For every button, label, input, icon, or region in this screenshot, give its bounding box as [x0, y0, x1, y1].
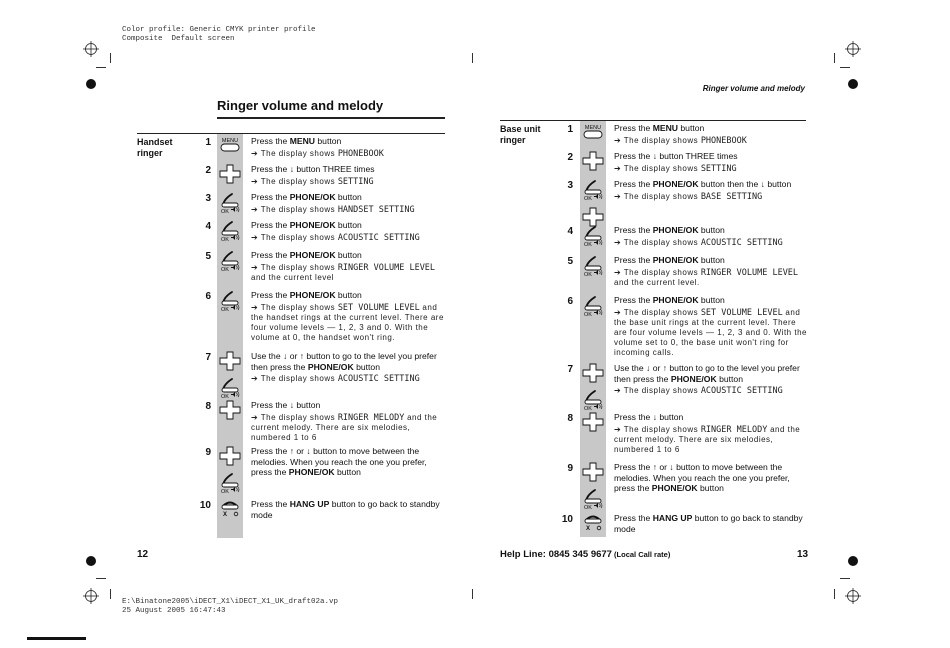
instruction-key: PHONE/OK — [288, 467, 335, 477]
step-number: 4 — [567, 226, 573, 237]
crop-dot-icon — [86, 556, 96, 566]
page-title: Ringer volume and melody — [217, 98, 384, 113]
instruction-key: PHONE/OK — [289, 192, 336, 202]
running-head: Ringer volume and melody — [702, 84, 805, 93]
registration-mark-icon — [83, 588, 99, 604]
step-instruction — [251, 250, 446, 283]
phone-ok-key-icon — [219, 290, 241, 317]
step-number: 7 — [567, 364, 573, 375]
svg-text:X: X — [586, 526, 591, 531]
instruction-text-end: button — [697, 483, 724, 493]
result-text: ➔ The display shows — [251, 412, 338, 422]
instruction-text: Press the — [614, 179, 653, 189]
navigation-cross-icon — [582, 462, 604, 487]
step-instruction — [614, 513, 810, 534]
instruction-text: Press the — [614, 295, 653, 305]
instruction-key: PHONE/OK — [652, 225, 699, 235]
step-icons — [581, 513, 605, 536]
instruction-text: Press the — [251, 192, 290, 202]
step-icons — [581, 412, 605, 437]
result-text: ➔ The display shows — [614, 424, 701, 434]
phone-ok-key-icon — [582, 255, 604, 282]
result-note: and the current melody. There are six melodies, numbered 1 to 6 — [251, 412, 438, 442]
help-line-note: (Local Call rate) — [611, 550, 671, 559]
crop-tick — [96, 578, 106, 579]
svg-text:OK: OK — [584, 312, 592, 317]
section-label-handset: Handset ringer — [137, 137, 173, 158]
instruction-text-end: button — [678, 123, 705, 133]
step-icons — [218, 136, 242, 159]
step-number: 8 — [205, 401, 211, 412]
phone-ok-key-icon — [582, 225, 604, 252]
svg-text:OK: OK — [584, 406, 592, 411]
step-icons — [581, 225, 605, 252]
result-text: ➔ The display shows — [251, 176, 338, 186]
display-text: RINGER VOLUME LEVEL — [337, 262, 436, 273]
svg-text:OK: OK — [221, 307, 229, 312]
step-number: 4 — [205, 221, 211, 232]
result-note: and the current melody. There are six melodies, numbered 1 to 6 — [614, 424, 801, 454]
instruction-main — [251, 136, 446, 147]
instruction-text: Press the ↓ button — [614, 412, 684, 422]
display-text: RINGER MELODY — [700, 424, 768, 435]
step-instruction — [614, 151, 810, 174]
section-rule-left — [137, 133, 445, 134]
step-number: 5 — [567, 256, 573, 267]
step-icons — [218, 446, 242, 499]
instruction-text: Press the ↓ button THREE times — [614, 151, 738, 161]
display-text: BASE SETTING — [700, 191, 763, 202]
step-number: 1 — [567, 124, 573, 135]
result-text: ➔ The display shows — [251, 302, 338, 312]
crop-dot-icon — [848, 79, 858, 89]
svg-text:OK: OK — [584, 272, 592, 277]
step-number: 2 — [205, 165, 211, 176]
step-number: 6 — [205, 291, 211, 302]
step-instruction — [251, 164, 446, 187]
registration-mark-icon — [845, 41, 861, 57]
instruction-main — [251, 400, 446, 411]
step-number: 10 — [561, 514, 573, 525]
result-text: ➔ The display shows — [251, 148, 338, 158]
display-text: ACOUSTIC SETTING — [337, 374, 420, 384]
result-text: ➔ The display shows — [614, 307, 701, 317]
svg-text:OK: OK — [584, 505, 592, 510]
navigation-cross-icon — [219, 446, 241, 471]
crop-tick — [96, 67, 106, 68]
instruction-text-end: button to go back to standby mode — [614, 513, 803, 534]
instruction-result — [251, 205, 446, 215]
svg-text:X: X — [223, 512, 228, 517]
result-text: ➔ The display shows — [614, 267, 701, 277]
svg-text:MENU: MENU — [584, 125, 602, 131]
step-instruction — [251, 499, 446, 520]
instruction-result — [614, 192, 810, 202]
step-number: 9 — [205, 447, 211, 458]
crop-tick — [840, 67, 850, 68]
svg-text:OK: OK — [221, 237, 229, 242]
instruction-text-end: button — [698, 295, 725, 305]
result-text: ➔ The display shows — [251, 374, 338, 383]
instruction-key: MENU — [289, 136, 316, 146]
instruction-text: Press the ↓ button — [251, 400, 321, 410]
crop-dot-icon — [86, 79, 96, 89]
instruction-text: Press the ↓ button THREE times — [251, 164, 375, 174]
instruction-key: PHONE/OK — [652, 255, 699, 265]
instruction-text-end: button — [335, 220, 362, 230]
instruction-text-end: button — [315, 136, 342, 146]
step-number: 5 — [205, 251, 211, 262]
step-instruction — [614, 412, 810, 455]
instruction-main — [251, 220, 446, 231]
instruction-text-end: button then the ↓ button — [698, 179, 792, 189]
instruction-result — [614, 136, 810, 146]
print-header-meta: Color profile: Generic CMYK printer profile Composite Default screen — [122, 26, 316, 43]
page-number-left: 12 — [137, 549, 149, 560]
instruction-text: Use the ↓ or ↑ button to go to the level you prefer then press the — [251, 351, 437, 372]
step-instruction — [614, 179, 810, 202]
phone-ok-key-icon — [219, 220, 241, 247]
result-note: and the current level. — [614, 277, 700, 287]
result-text: ➔ The display shows — [614, 237, 701, 247]
instruction-main — [614, 255, 810, 266]
step-number: 1 — [205, 137, 211, 148]
instruction-text: Press the — [251, 499, 290, 509]
step-icons — [581, 295, 605, 322]
instruction-main — [614, 295, 810, 306]
instruction-main — [614, 462, 810, 494]
registration-mark-icon — [845, 588, 861, 604]
instruction-result — [614, 386, 810, 396]
instruction-text-end: button — [335, 290, 362, 300]
instruction-key: PHONE/OK — [289, 220, 336, 230]
step-number: 7 — [205, 352, 211, 363]
section-label-base-unit: Base unit ringer — [500, 124, 541, 145]
instruction-text: Press the — [251, 250, 290, 260]
svg-text:OK: OK — [221, 267, 229, 272]
title-rule — [217, 117, 445, 119]
instruction-text: Use the ↓ or ↑ button to go to the level you prefer then press the — [614, 363, 800, 384]
display-text: RINGER VOLUME LEVEL — [700, 267, 799, 278]
step-instruction — [614, 225, 810, 248]
step-instruction — [251, 446, 446, 478]
menu-key-icon — [582, 123, 604, 146]
step-instruction — [251, 290, 446, 343]
step-icons — [218, 192, 242, 219]
instruction-main — [251, 351, 446, 372]
step-instruction — [251, 136, 446, 159]
svg-text:OK: OK — [221, 489, 229, 494]
crop-tick — [110, 53, 111, 63]
instruction-main — [251, 290, 446, 301]
display-text: ACOUSTIC SETTING — [337, 232, 420, 243]
display-text: SET VOLUME LEVEL — [700, 307, 783, 318]
instruction-main — [251, 192, 446, 203]
result-text: ➔ The display shows — [614, 163, 701, 173]
instruction-text: Press the — [614, 513, 653, 523]
help-line-label: Help Line: — [500, 549, 549, 560]
navigation-cross-icon — [219, 351, 241, 376]
instruction-key: PHONE/OK — [670, 373, 717, 384]
hang-up-key-icon — [219, 499, 241, 522]
result-text: ➔ The display shows — [251, 204, 338, 214]
phone-ok-key-icon — [219, 192, 241, 219]
display-text: HANDSET SETTING — [337, 204, 415, 215]
step-number: 6 — [567, 296, 573, 307]
svg-text:OK: OK — [584, 242, 592, 247]
crop-tick — [840, 578, 850, 579]
instruction-result — [251, 233, 446, 243]
step-icons — [581, 123, 605, 146]
display-text: PHONEBOOK — [700, 135, 747, 146]
step-icons — [218, 400, 242, 425]
instruction-text-end: button to go back to standby mode — [251, 499, 440, 520]
crop-tick — [834, 53, 835, 63]
instruction-main — [614, 412, 810, 423]
step-instruction — [614, 255, 810, 288]
instruction-text-end: button — [698, 255, 725, 265]
display-text: RINGER MELODY — [337, 412, 405, 423]
step-number: 10 — [199, 500, 211, 511]
page-number-right: 13 — [797, 549, 809, 560]
instruction-key: PHONE/OK — [289, 290, 336, 300]
crop-tick — [472, 53, 473, 63]
instruction-result — [251, 303, 446, 343]
instruction-result — [614, 164, 810, 174]
step-icons — [218, 499, 242, 522]
hang-up-key-icon — [582, 513, 604, 536]
step-instruction — [251, 220, 446, 243]
instruction-key: HANG UP — [289, 499, 330, 509]
help-line — [500, 549, 670, 560]
step-icons — [581, 363, 605, 416]
step-number: 9 — [567, 463, 573, 474]
step-icons — [218, 164, 242, 189]
step-instruction — [614, 123, 810, 146]
crop-tick — [110, 589, 111, 599]
instruction-text-end: button — [334, 467, 361, 477]
result-text: ➔ The display shows — [251, 262, 338, 272]
navigation-cross-icon — [582, 363, 604, 388]
instruction-main — [614, 123, 810, 134]
instruction-result — [614, 425, 810, 455]
step-instruction — [251, 400, 446, 443]
step-icons — [218, 290, 242, 317]
instruction-text: Press the — [614, 225, 653, 235]
step-icons — [218, 351, 242, 404]
step-icons — [581, 151, 605, 176]
result-text: ➔ The display shows — [614, 135, 701, 145]
instruction-text: Press the — [614, 255, 653, 265]
help-line-number: 0845 345 9677 — [548, 549, 612, 560]
display-text: SET VOLUME LEVEL — [337, 302, 420, 313]
instruction-main — [614, 151, 810, 162]
step-number: 3 — [567, 180, 573, 191]
phone-ok-key-icon — [582, 179, 604, 206]
menu-key-icon — [219, 136, 241, 159]
instruction-text: Press the ↑ or ↓ button to move between the melodies. When you reach the one you prefer, press the — [614, 462, 790, 493]
svg-text:OK: OK — [221, 209, 229, 214]
step-number: 3 — [205, 193, 211, 204]
step-instruction — [614, 295, 810, 358]
step-instruction — [614, 462, 810, 494]
phone-ok-key-icon — [582, 295, 604, 322]
instruction-text-end: button — [335, 192, 362, 202]
instruction-text: Press the ↑ or ↓ button to move between the melodies. When you reach the one you prefer, press the — [251, 446, 427, 477]
crop-tick — [472, 589, 473, 599]
instruction-text-end: button — [353, 361, 380, 372]
instruction-result — [251, 149, 446, 159]
crop-dot-icon — [848, 556, 858, 566]
result-note: and the current level — [251, 272, 334, 282]
instruction-result — [251, 177, 446, 187]
svg-text:OK: OK — [584, 196, 592, 201]
display-text: ACOUSTIC SETTING — [700, 386, 783, 396]
instruction-key: PHONE/OK — [289, 250, 336, 260]
section-rule-right — [500, 120, 806, 121]
instruction-text: Press the — [251, 290, 290, 300]
svg-text:OK: OK — [221, 394, 229, 399]
instruction-key: PHONE/OK — [307, 361, 354, 372]
instruction-result — [251, 413, 446, 443]
instruction-key: PHONE/OK — [651, 483, 698, 493]
svg-text:MENU: MENU — [221, 138, 239, 144]
instruction-text-end: button — [716, 373, 743, 384]
display-text: SETTING — [700, 163, 737, 174]
instruction-result — [251, 374, 446, 384]
instruction-result — [614, 308, 810, 358]
phone-ok-key-icon — [219, 250, 241, 277]
footer-bar — [27, 637, 86, 640]
result-note: and the base unit rings at the current level. There are four volume levels — 1, 2, 3 and 0. With the volume set to 0, the base unit won't ring for incoming calls. — [614, 307, 807, 357]
phone-ok-key-icon — [582, 488, 604, 515]
instruction-main — [251, 499, 446, 520]
instruction-key: PHONE/OK — [652, 295, 699, 305]
instruction-main — [251, 250, 446, 261]
navigation-cross-icon — [582, 412, 604, 437]
registration-mark-icon — [83, 41, 99, 57]
instruction-text-end: button — [698, 225, 725, 235]
instruction-main — [614, 513, 810, 534]
navigation-cross-icon — [582, 151, 604, 176]
instruction-main — [614, 179, 810, 190]
instruction-main — [614, 363, 810, 384]
instruction-main — [614, 225, 810, 236]
result-note: and the handset rings at the current level. There are four volume levels — 1, 2, 3 and 0. With the volume at 0, the handset won't ring. — [251, 302, 444, 342]
print-footer-meta: E:\Binatone2005\iDECT_X1\iDECT_X1_UK_draft02a.vp 25 August 2005 16:47:43 — [122, 598, 339, 615]
step-number: 2 — [567, 152, 573, 163]
step-icons — [581, 462, 605, 515]
instruction-key: MENU — [652, 123, 679, 133]
instruction-key: PHONE/OK — [652, 179, 699, 189]
step-instruction — [614, 363, 810, 396]
result-text: ➔ The display shows — [614, 386, 701, 395]
instruction-text-end: button — [335, 250, 362, 260]
instruction-text: Press the — [251, 136, 290, 146]
step-icons — [581, 255, 605, 282]
display-text: PHONEBOOK — [337, 148, 384, 159]
result-text: ➔ The display shows — [614, 191, 701, 201]
instruction-main — [251, 164, 446, 175]
instruction-key: HANG UP — [652, 513, 693, 523]
display-text: SETTING — [337, 176, 374, 187]
crop-tick — [834, 589, 835, 599]
step-icons — [218, 250, 242, 277]
step-instruction — [251, 192, 446, 215]
display-text: ACOUSTIC SETTING — [700, 237, 783, 248]
navigation-cross-icon — [219, 400, 241, 425]
step-icons — [218, 220, 242, 247]
step-number: 8 — [567, 413, 573, 424]
instruction-main — [251, 446, 446, 478]
instruction-text: Press the — [614, 123, 653, 133]
step-instruction — [251, 351, 446, 384]
instruction-result — [614, 238, 810, 248]
instruction-result — [614, 268, 810, 288]
instruction-text: Press the — [251, 220, 290, 230]
instruction-result — [251, 263, 446, 283]
phone-ok-key-icon — [219, 472, 241, 499]
result-text: ➔ The display shows — [251, 232, 338, 242]
navigation-cross-icon — [219, 164, 241, 189]
